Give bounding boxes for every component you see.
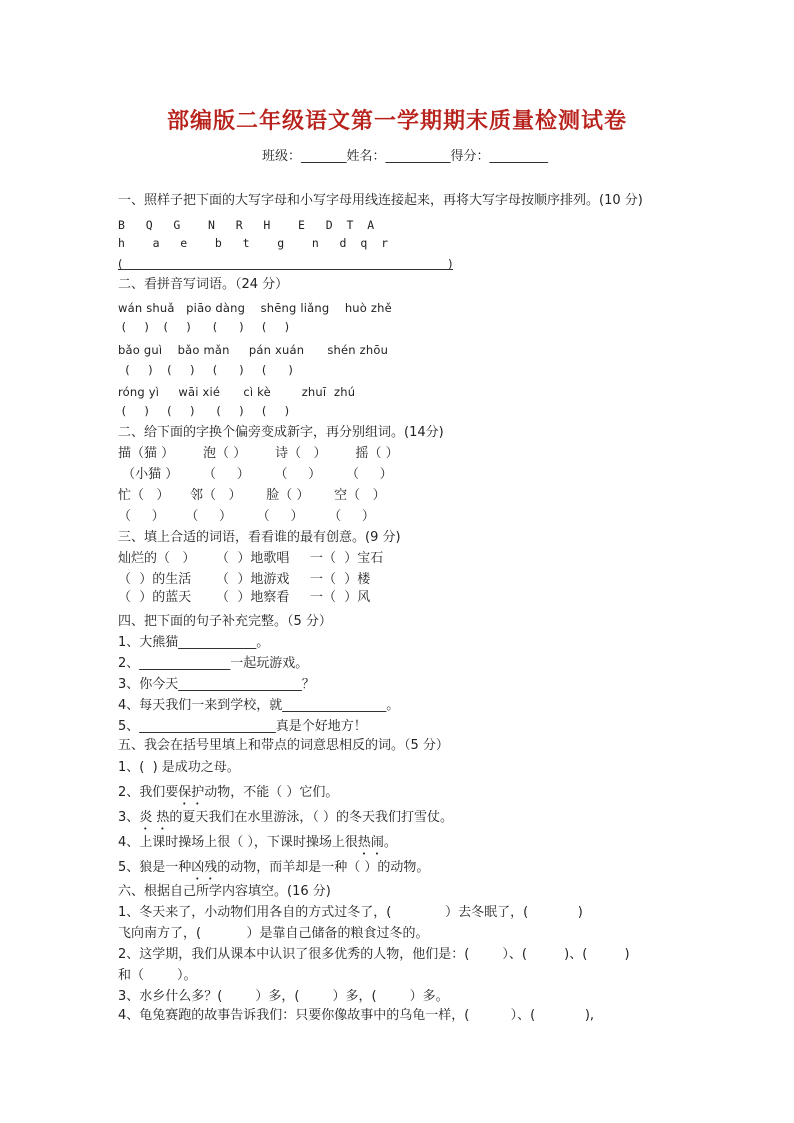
lowercase-letters: h a e b t g n d q r <box>118 236 389 250</box>
dotted-word: 保护 <box>178 785 205 800</box>
answer-line <box>118 269 453 270</box>
fill-words-row-1: 灿烂的（ ） （ ）地歌唱 一（ ）宝石 <box>118 551 384 566</box>
bracket-row-1: ( ) ( ) ( ) ( ) <box>118 320 290 334</box>
fill-in-3: 3、水乡什么多？( ）多，( ）多，( ）多。 <box>118 989 449 1004</box>
pinyin-row-3: róng yì wāi xié cì kè zhuī zhú <box>118 385 356 399</box>
fill-in-1b: 飞向南方了，( ）是靠自己储备的粮食过冬的。 <box>118 926 429 941</box>
fill-in-2b: 和（ ）。 <box>118 968 197 983</box>
radical-row-3: 忙（ ） 邻（ ） 脸（ ） 空（ ） <box>118 488 386 503</box>
bracket-row-2: ( ) ( ) ( ) ( ) <box>118 363 293 377</box>
fill-in-2a: 2、这学期，我们从课本中认识了很多优秀的人物，他们是：( ）、( )、( ) <box>118 947 630 962</box>
section-3-title: 二、给下面的字换个偏旁变成新字，再分别组词。(14分) <box>118 425 444 440</box>
sentence-1: 1、大熊猫____________。 <box>118 635 270 650</box>
student-info-line: 班级：_______姓名：__________得分：_________ <box>262 149 549 164</box>
uppercase-letters: B Q G N R H E D T A <box>118 218 375 232</box>
sentence-2: 2、______________一起玩游戏。 <box>118 656 309 671</box>
antonym-4: 4、上课时操场上很（ ），下课时操场上很热闹。 <box>118 835 397 850</box>
pinyin-row-1: wán shuǎ piāo dàng shēng liǎng huò zhě <box>118 301 392 315</box>
radical-row-4: （ ） （ ） （ ） （ ） <box>118 509 375 524</box>
answer-paren-open: ( <box>118 257 123 271</box>
antonym-2: 2、我们要保护动物，不能（ ）它们。 <box>118 785 339 800</box>
radical-row-1: 描（猫 ） 泡（ ） 诗（ ） 摇（ ） <box>118 446 399 461</box>
pinyin-row-2: bǎo guì bǎo mǎn pán xuán shén zhōu <box>118 343 389 357</box>
dotted-word: 炎 热 <box>139 810 170 825</box>
antonym-3: 3、炎 热的夏天我们在水里游泳，（ ）的冬天我们打雪仗。 <box>118 810 454 825</box>
bracket-row-3: ( ) ( ) ( ) ( ) <box>118 404 290 418</box>
section-5-title: 四、把下面的句子补充完整。（5 分） <box>118 614 332 629</box>
fill-words-row-3: （ ）的蓝天 （ ）地察看 一（ ）风 <box>118 590 371 605</box>
fill-in-1a: 1、冬天来了，小动物们用各自的方式过冬了，( ）去冬眠了，( ) <box>118 905 583 920</box>
dotted-word: 凶残 <box>191 860 218 875</box>
sentence-3: 3、你今天___________________？ <box>118 677 315 692</box>
section-6-title: 五、我会在括号里填上和带点的词意思相反的词。（5 分） <box>118 738 449 753</box>
antonym-1: 1、( ) 是成功之母。 <box>118 760 240 775</box>
section-7-title: 六、根据自己所学内容填空。(16 分) <box>118 884 331 899</box>
section-1-title: 一、照样子把下面的大写字母和小写字母用线连接起来，再将大写字母按顺序排列。(10 分) <box>118 193 643 208</box>
section-4-title: 三、填上合适的词语，看看谁的最有创意。(9 分) <box>118 530 401 545</box>
fill-in-4: 4、龟兔赛跑的故事告诉我们：只要你像故事中的乌龟一样，( ）、( ), <box>118 1008 595 1023</box>
sentence-5: 5、_____________________真是个好地方！ <box>118 719 367 734</box>
page-title: 部编版二年级语文第一学期期末质量检测试卷 <box>166 108 627 134</box>
section-2-title: 二、看拼音写词语。（24 分） <box>118 277 289 292</box>
dotted-word: 热闹 <box>357 835 384 850</box>
radical-row-2: （小猫 ） （ ） （ ） （ ） <box>118 467 393 482</box>
sentence-4: 4、每天我们一来到学校，就________________。 <box>118 698 400 713</box>
antonym-5: 5、狼是一种凶残的动物，而羊却是一种（ ）的动物。 <box>118 860 430 875</box>
fill-words-row-2: （ ）的生活 （ ）地游戏 一（ ）楼 <box>118 572 371 587</box>
answer-paren-close: ) <box>448 257 453 271</box>
